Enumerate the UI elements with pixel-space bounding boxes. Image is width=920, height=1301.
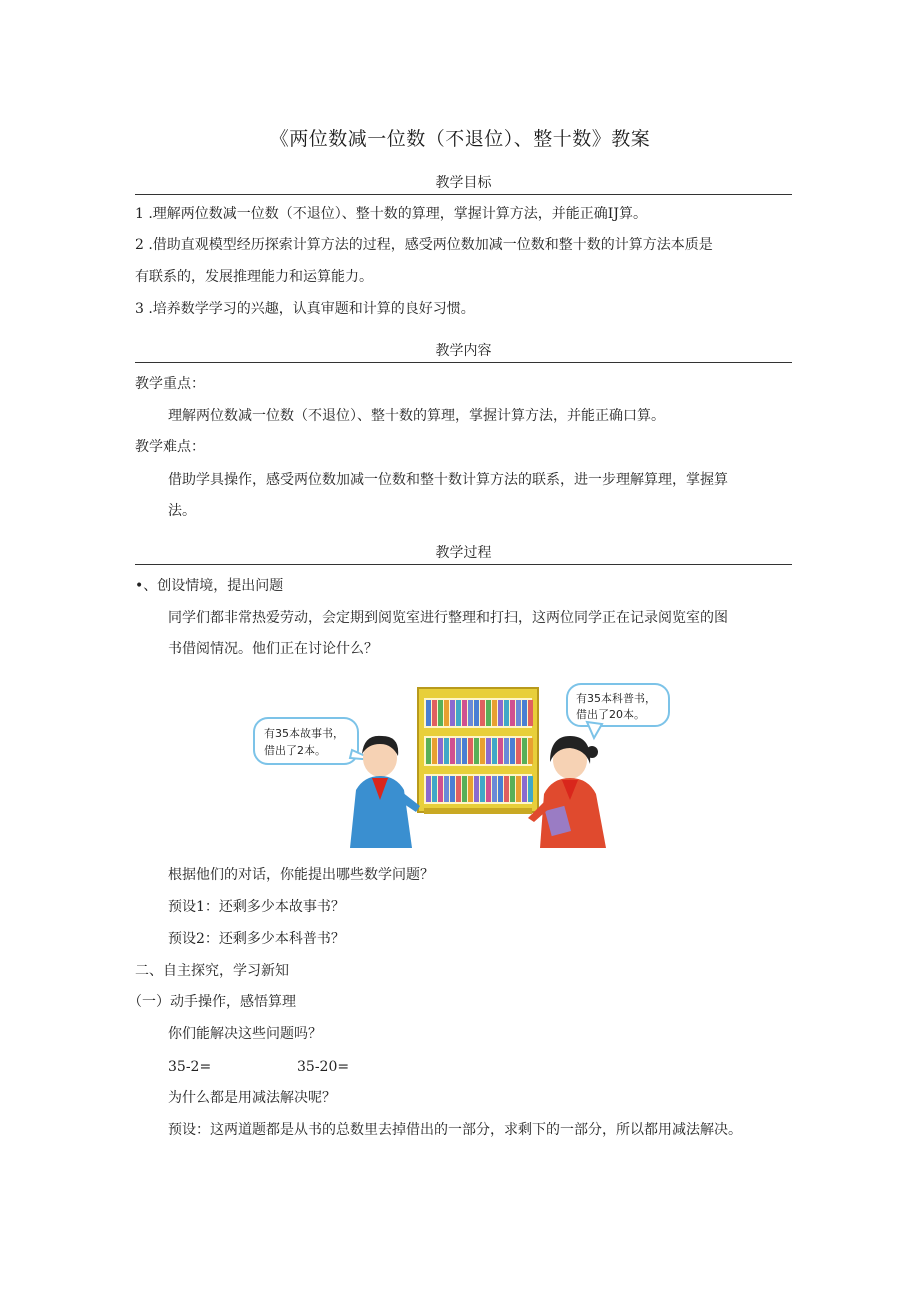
book-spine <box>516 776 521 802</box>
section-heading-process: 教学过程 <box>135 544 792 565</box>
difficulty-text-line1: 借助学具操作，感受两位数加减一位数和整十数计算方法的联系，进一步理解算理，掌握算 <box>168 472 728 488</box>
why-line: 为什么都是用减法解决呢？ <box>168 1090 336 1106</box>
equation-2: 35-20= <box>297 1059 350 1075</box>
goal-item-2-cont: 有联系的，发展推理能力和运算能力。 <box>135 269 373 285</box>
bookshelf <box>418 688 538 814</box>
book-spine <box>480 700 485 726</box>
book-spine <box>486 776 491 802</box>
book-spine <box>510 776 515 802</box>
bubble-left-line1: 有35本故事书， <box>264 727 344 740</box>
subsection1-title: （一）动手操作，感悟算理 <box>128 994 296 1010</box>
girl-figure <box>528 736 606 848</box>
book-spine <box>450 776 455 802</box>
book-spine <box>432 700 437 726</box>
speech-bubble-right <box>567 684 669 738</box>
book-spine <box>474 700 479 726</box>
book-spine <box>498 776 503 802</box>
book-spine <box>432 776 437 802</box>
ask-line: 你们能解决这些问题吗？ <box>168 1026 322 1042</box>
section-heading-content: 教学内容 <box>135 342 792 363</box>
part2-title: 二、自主探究，学习新知 <box>135 963 289 979</box>
equation-1: 35-2= <box>168 1059 212 1075</box>
preset-1: 预设1：还剩多少本故事书？ <box>168 899 345 915</box>
book-spine <box>474 776 479 802</box>
difficulty-label: 教学难点： <box>135 439 205 455</box>
book-spine <box>456 738 461 764</box>
book-spine <box>516 738 521 764</box>
bubble-left-line2: 借出了2本。 <box>264 744 326 757</box>
book-spine <box>498 700 503 726</box>
preset-2: 预设2：还剩多少本科普书？ <box>168 931 345 947</box>
book-spine <box>456 700 461 726</box>
goal-item-2: 2 .借助直观模型经历探索计算方法的过程，感受两位数加减一位数和整十数的计算方法本质是 <box>135 237 713 253</box>
part1-paragraph-line1: 同学们都非常热爱劳动，会定期到阅览室进行整理和打扫，这两位同学正在记录阅览室的图 <box>168 610 728 626</box>
key-point-label: 教学重点： <box>135 376 205 392</box>
book-spine <box>498 738 503 764</box>
book-spine <box>528 738 533 764</box>
bubble-right-line1: 有35本科普书， <box>576 692 656 705</box>
book-spine <box>504 700 509 726</box>
book-spine <box>528 776 533 802</box>
book-spine <box>516 700 521 726</box>
book-spine <box>486 738 491 764</box>
speech-bubble-left <box>254 718 374 764</box>
book-spine <box>468 700 473 726</box>
book-spine <box>462 738 467 764</box>
book-spine <box>486 700 491 726</box>
book-spine <box>522 700 527 726</box>
book-spine <box>462 776 467 802</box>
book-spine <box>438 776 443 802</box>
book-spine <box>444 700 449 726</box>
boy-figure <box>350 736 420 848</box>
book-spine <box>522 738 527 764</box>
book-spine <box>450 700 455 726</box>
book-spine <box>492 700 497 726</box>
book-spine <box>474 738 479 764</box>
key-point-text: 理解两位数减一位数（不退位）、整十数的算理，掌握计算方法，并能正确口算。 <box>168 408 665 424</box>
question-line: 根据他们的对话，你能提出哪些数学问题？ <box>168 867 434 883</box>
book-spine <box>438 700 443 726</box>
book-spine <box>492 776 497 802</box>
book-spine <box>510 700 515 726</box>
preset-3: 预设：这两道题都是从书的总数里去掉借出的一部分，求剩下的一部分，所以都用减法解决。 <box>168 1122 742 1138</box>
book-spine <box>462 700 467 726</box>
book-spine <box>468 776 473 802</box>
difficulty-text-line2: 法。 <box>168 503 196 519</box>
book-spine <box>480 738 485 764</box>
book-spine <box>528 700 533 726</box>
book-spine <box>444 776 449 802</box>
classroom-illustration <box>252 680 672 848</box>
section-heading-goals: 教学目标 <box>135 174 792 195</box>
bubble-right-line2: 借出了20本。 <box>576 708 645 721</box>
book-spine <box>450 738 455 764</box>
book-spine <box>426 776 431 802</box>
book-spine <box>444 738 449 764</box>
book-spine <box>492 738 497 764</box>
book-spine <box>522 776 527 802</box>
book-spine <box>510 738 515 764</box>
book-spine <box>432 738 437 764</box>
part1-title: •、创设情境，提出问题 <box>135 578 284 594</box>
book-spine <box>504 776 509 802</box>
goal-item-3: 3 .培养数学学习的兴趣，认真审题和计算的良好习惯。 <box>135 301 475 317</box>
book-spine <box>426 700 431 726</box>
book-spine <box>438 738 443 764</box>
book-spine <box>456 776 461 802</box>
part1-paragraph-line2: 书借阅情况。他们正在讨论什么？ <box>168 641 378 657</box>
goal-item-1: 1 .理解两位数减一位数（不退位）、整十数的算理，掌握计算方法，并能正确IJ算。 <box>135 206 647 222</box>
book-spine <box>480 776 485 802</box>
book-spine <box>504 738 509 764</box>
book-spine <box>426 738 431 764</box>
book-spine <box>468 738 473 764</box>
document-title: 《两位数减一位数（不退位）、整十数》教案 <box>269 128 651 150</box>
